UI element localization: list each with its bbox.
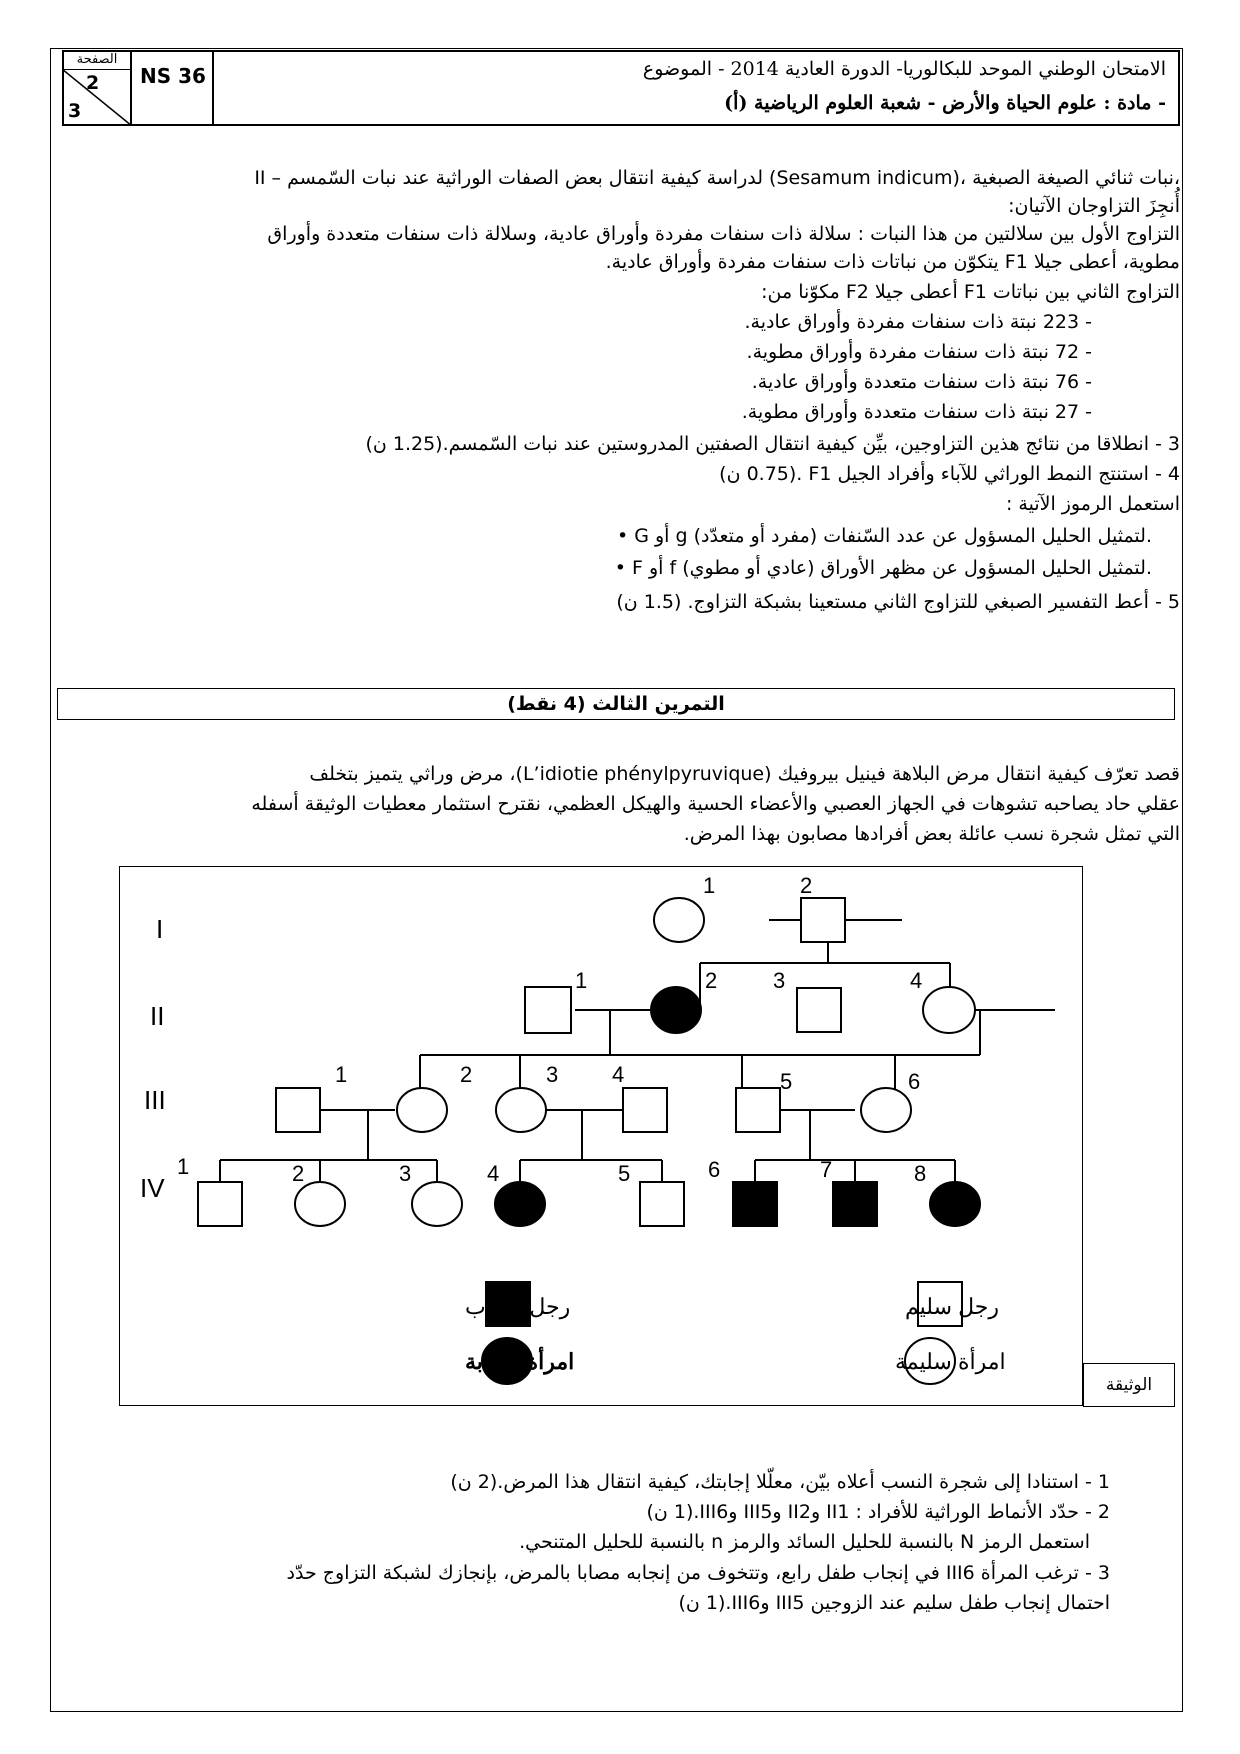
page-label: الصفحة [62,51,132,70]
healthy-male-symbol [797,988,841,1032]
individual-number: 1 [177,1154,190,1179]
individual-number: 1 [335,1062,348,1087]
individual-number: 2 [800,873,813,898]
individual-number: 2 [292,1161,305,1186]
page-number-box [62,50,132,126]
ex3-intro-1: قصد تعرّف كيفية انتقال مرض البلاهة فينيل بيروفيك (L’idiotie phénylpyruvique)، مرض وراثي يتميز بتخلف [309,763,1180,785]
result-item: - 72 نبتة ذات سنفات مفردة وأوراق مطوية. [746,341,1092,363]
affected-male-symbol [733,1182,777,1226]
ex3-intro-2: عقلي حاد يصاحبه تشوهات في الجهاز العصبي والأعضاء الحسية والهيكل العظمي، نقترح استثمار معطيات الوثيقة أسفله [251,793,1180,815]
legend-affected-man: رجل مصاب [465,1294,571,1319]
header-title: الامتحان الوطني الموحد للبكالوريا- الدورة العادية 2014 - الموضوع [642,58,1166,80]
ex3-question-2-note: استعمل الرمز N بالنسبة للحليل السائد والرمز n بالنسبة للحليل المتنحي. [519,1531,1090,1553]
page-total: 3 [68,100,82,122]
generation-label: II [150,1001,165,1031]
healthy-male-symbol [198,1182,242,1226]
result-item: - 223 نبتة ذات سنفات مفردة وأوراق عادية. [744,311,1092,333]
affected-male-symbol [833,1182,877,1226]
document-label: الوثيقة [1083,1363,1175,1407]
pedigree-document [119,866,1083,1406]
healthy-female-symbol [412,1182,462,1226]
healthy-female-symbol [654,898,704,942]
healthy-female-symbol [861,1088,911,1132]
part2-intro-2: أُنجِزَ التزاوجان الآتيان: [1008,195,1180,217]
individual-number: 4 [910,968,923,993]
exam-code-box [132,50,214,126]
symbol-item: • F أو f لتمثيل الحليل المسؤول عن مظهر الأوراق (عادي أو مطوي). [614,557,1152,579]
ex3-intro-3: التي تمثل شجرة نسب عائلة بعض أفرادها مصابون بهذا المرض. [683,823,1180,845]
generation-label: IV [140,1173,165,1203]
healthy-male-symbol [640,1182,684,1226]
cross1-line-1: التزاوج الأول بين سلالتين من هذا النبات : سلالة ذات سنفات مفردة وأوراق عادية، وسلالة ذات سنفات متعددة وأوراق [267,223,1180,245]
question-3: 3 - انطلاقا من نتائج هذين التزاوجين، بيِّن كيفية انتقال الصفتين المدروستين عند نبات السّمسم.(1.25 ن) [365,433,1180,455]
individual-number: 5 [780,1069,793,1094]
healthy-female-symbol [496,1088,546,1132]
ex3-question-2: 2 - حدّد الأنماط الوراثية للأفراد : II1 وII2 وIII5 وIII6.(1 ن) [646,1501,1110,1523]
cross2-line: التزاوج الثاني بين نباتات F1 أعطى جيلا F2 مكوّنا من: [761,281,1180,303]
healthy-male-symbol [525,987,571,1033]
symbol-item: • G أو g لتمثيل الحليل المسؤول عن عدد السّنفات (مفرد أو متعدّد). [616,525,1152,547]
individual-number: 4 [612,1062,625,1087]
legend-healthy-woman: امرأة سليمة [895,1349,1006,1374]
question-4: 4 - استنتج النمط الوراثي للآباء وأفراد الجيل F1 .(0.75 ن) [719,463,1180,485]
healthy-male-symbol [623,1088,667,1132]
individual-number: 7 [820,1157,833,1182]
result-item: - 27 نبتة ذات سنفات متعددة وأوراق مطوية. [741,401,1092,423]
healthy-male-symbol [276,1088,320,1132]
healthy-female-symbol [923,987,975,1033]
affected-female-symbol [930,1182,980,1226]
individual-number: 6 [908,1069,921,1094]
individual-number: 3 [773,968,786,993]
part2-intro-1: II – لدراسة كيفية انتقال بعض الصفات الوراثية عند نبات السّمسم (Sesamum indicum)، نبات ثنائي الصيغة الصبغية، [254,167,1180,189]
individual-number: 4 [487,1161,500,1186]
healthy-female-symbol [295,1182,345,1226]
individual-number: 2 [705,968,718,993]
exercise3-title: التمرين الثالث (4 نقط) [57,688,1175,720]
page-current: 2 [86,72,100,94]
individual-number: 2 [460,1062,473,1087]
exam-header [62,50,1180,130]
exam-code: NS 36 [140,64,206,88]
question-5: 5 - أعط التفسير الصبغي للتزاوج الثاني مستعينا بشبكة التزاوج. (1.5 ن) [616,591,1180,613]
result-item: - 76 نبتة ذات سنفات متعددة وأوراق عادية. [751,371,1092,393]
individual-number: 1 [575,968,588,993]
individual-number: 3 [399,1161,412,1186]
individual-number: 1 [703,873,716,898]
symbols-intro: استعمل الرموز الآتية : [1005,493,1180,515]
affected-female-symbol [651,987,701,1033]
individual-number: 8 [914,1161,927,1186]
affected-female-symbol [495,1182,545,1226]
individual-number: 5 [618,1161,631,1186]
ex3-question-3-line-2: احتمال إنجاب طفل سليم عند الزوجين III5 وIII6.(1 ن) [678,1592,1110,1614]
ex3-question-1: 1 - استنادا إلى شجرة النسب أعلاه بيّن، معلّلا إجابتك، كيفية انتقال هذا المرض.(2 ن) [450,1471,1110,1493]
healthy-male-symbol [736,1088,780,1132]
healthy-female-symbol [397,1088,447,1132]
header-subject: - مادة : علوم الحياة والأرض - شعبة العلوم الرياضية (أ) [724,92,1166,114]
legend-healthy-man: رجل سليم [905,1294,999,1319]
healthy-male-symbol [801,898,845,942]
legend-affected-woman: امرأة مصابة [465,1349,575,1374]
generation-label: III [144,1085,166,1115]
ex3-question-3-line-1: 3 - ترغب المرأة III6 في إنجاب طفل رابع، وتتخوف من إنجابه مصابا بالمرض، بإنجازك لشبكة التزاوج حدّد [286,1562,1110,1584]
generation-label: I [156,914,164,944]
individual-number: 3 [546,1062,559,1087]
pedigree-lines [220,920,1055,1182]
pedigree-chart [120,867,1084,1407]
individual-number: 6 [708,1157,721,1182]
cross1-line-2: مطوية، أعطى جيلا F1 يتكوّن من نباتات ذات سنفات مفردة وأوراق عادية. [605,251,1180,273]
